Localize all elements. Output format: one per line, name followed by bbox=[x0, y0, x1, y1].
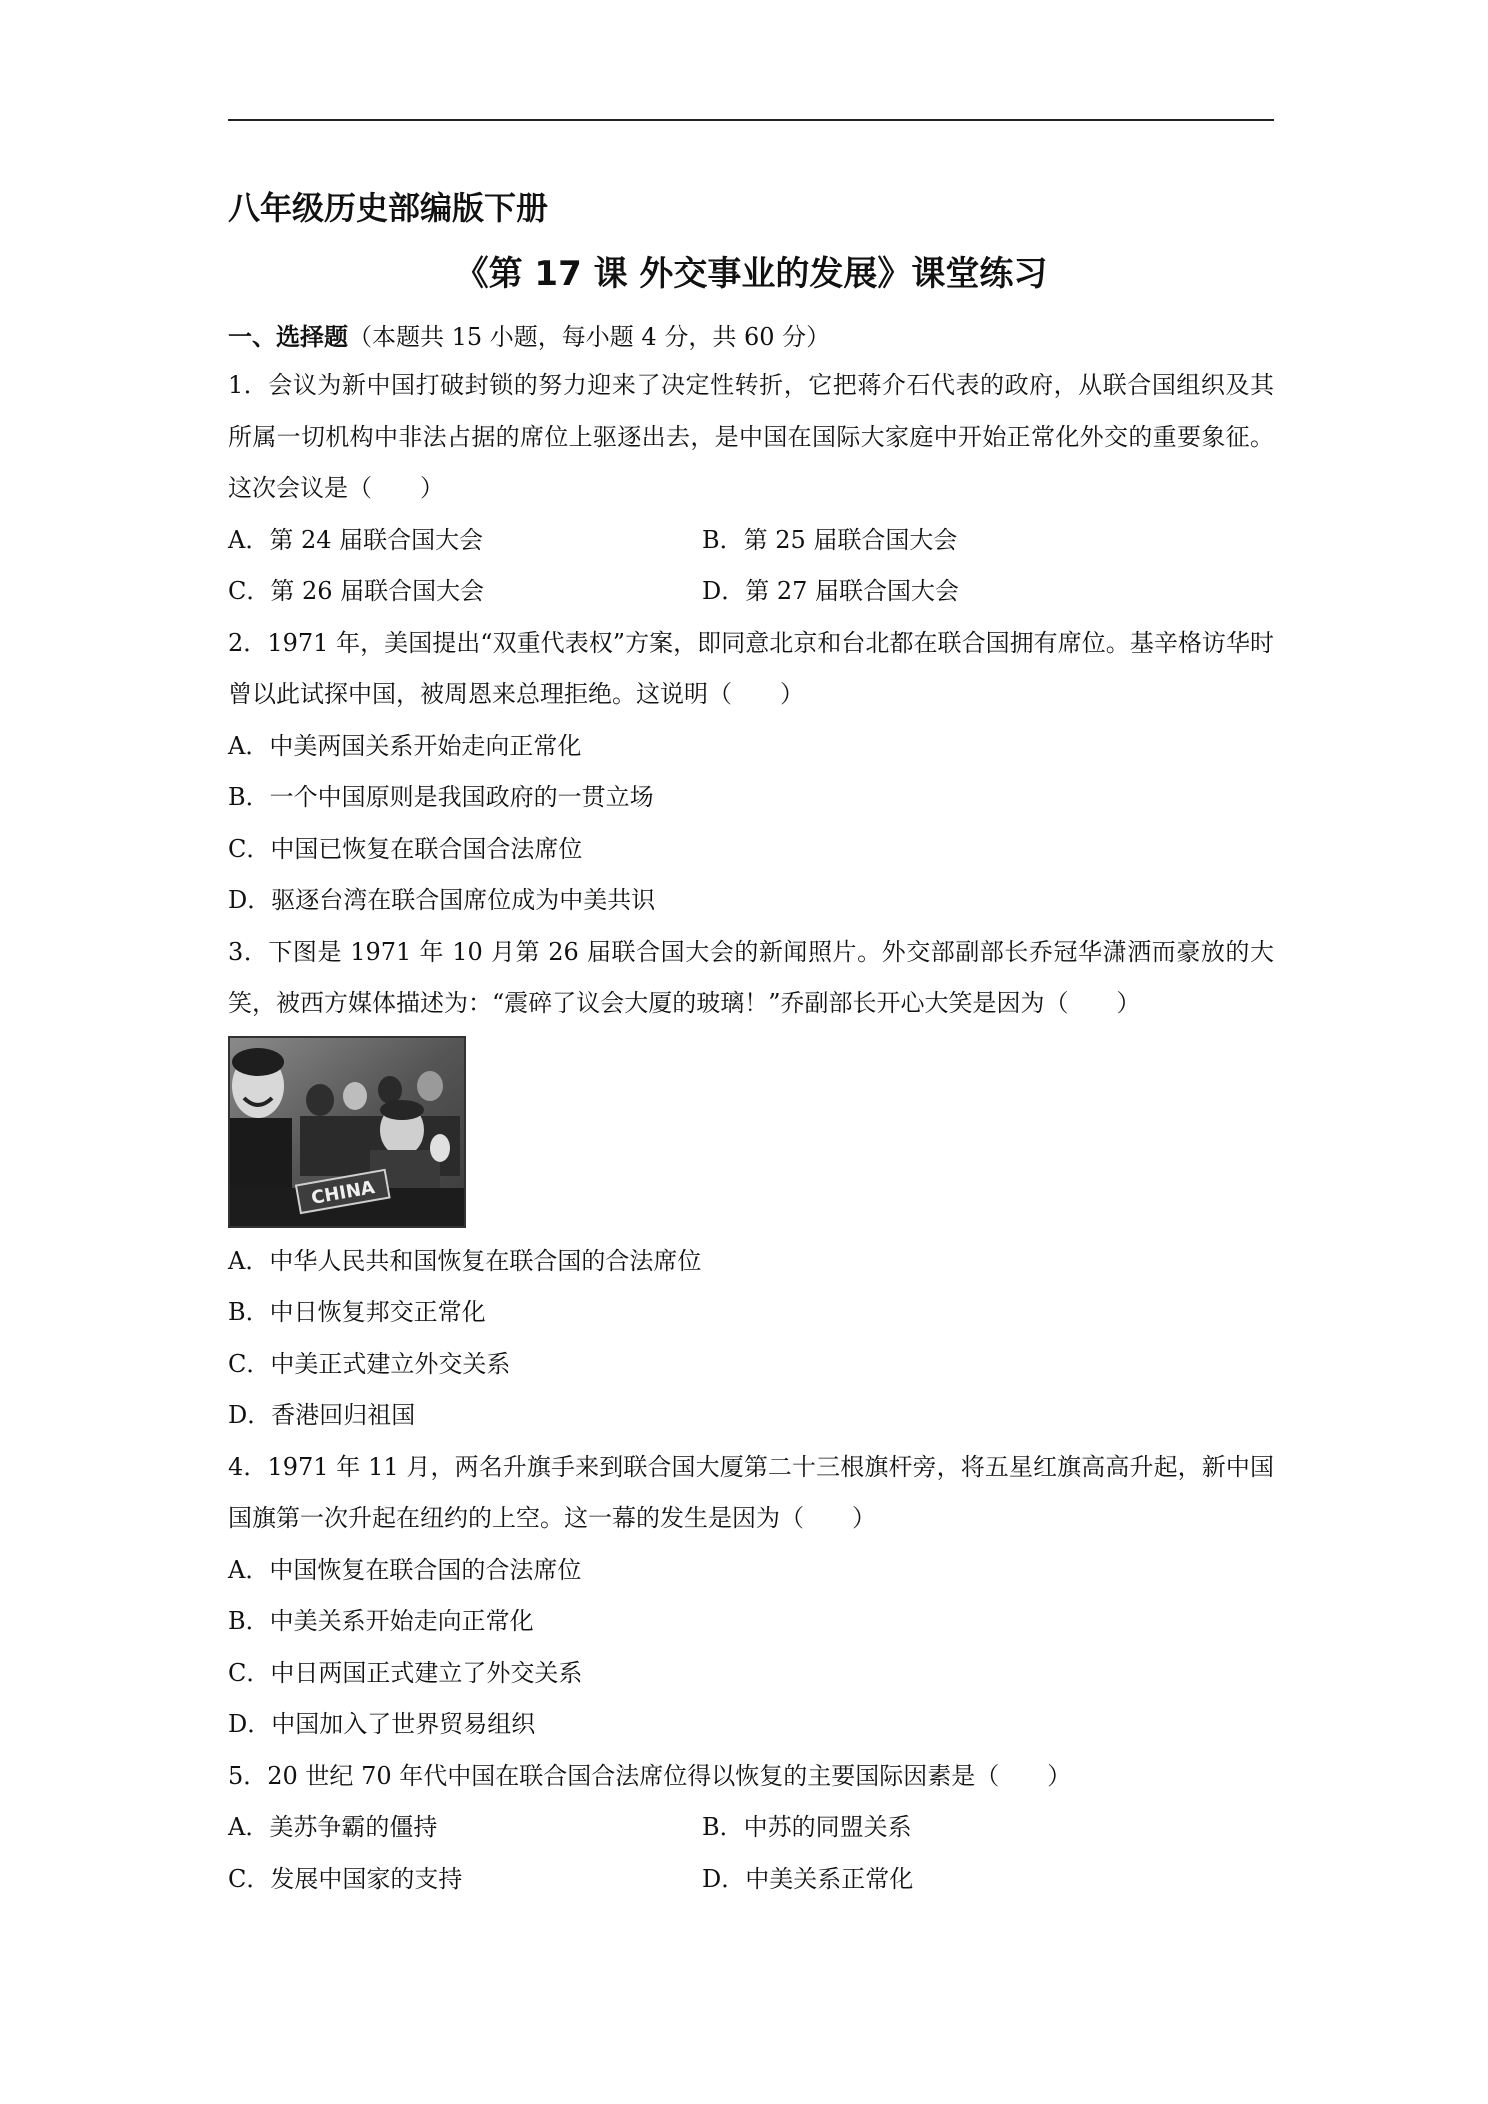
question-stem: 1．会议为新中国打破封锁的努力迎来了决定性转折，它把蒋介石代表的政府，从联合国组织及其所属一切机构中非法占据的席位上驱逐出去，是中国在国际大家庭中开始正常化外交的重要象征。这次会议是（ ） bbox=[228, 371, 1274, 502]
section-label: 一、选择题 bbox=[228, 323, 348, 351]
option-d: D．中国加入了世界贸易组织 bbox=[228, 1710, 536, 1738]
section-note: （本题共 15 小题，每小题 4 分，共 60 分） bbox=[348, 323, 831, 351]
question-1 bbox=[228, 360, 1274, 618]
option-d: D．香港回归祖国 bbox=[228, 1401, 416, 1429]
option-a: A．中华人民共和国恢复在联合国的合法席位 bbox=[228, 1246, 702, 1275]
option-row bbox=[228, 566, 1274, 618]
option-b: B．中日恢复邦交正常化 bbox=[228, 1298, 486, 1326]
option-c: C．第 26 届联合国大会 bbox=[228, 577, 485, 605]
option-d: D．驱逐台湾在联合国席位成为中美共识 bbox=[228, 886, 656, 914]
option-a: A．中国恢复在联合国的合法席位 bbox=[228, 1555, 582, 1584]
question-stem: 4．1971 年 11 月，两名升旗手来到联合国大厦第二十三根旗杆旁，将五星红旗高高升起，新中国国旗第一次升起在纽约的上空。这一幕的发生是因为（ ） bbox=[228, 1452, 1274, 1532]
option-c: C．中国已恢复在联合国合法席位 bbox=[228, 834, 583, 863]
option-c: C．发展中国家的支持 bbox=[228, 1864, 463, 1893]
header-rule bbox=[228, 119, 1274, 121]
option-b: B．第 25 届联合国大会 bbox=[702, 525, 958, 554]
question-4 bbox=[228, 1442, 1274, 1751]
option-c: C．中日两国正式建立了外交关系 bbox=[228, 1658, 583, 1687]
option-row bbox=[228, 1854, 1274, 1906]
option-b: B．一个中国原则是我国政府的一贯立场 bbox=[228, 783, 654, 811]
nameplate-text: CHINA bbox=[309, 1176, 377, 1209]
option-row bbox=[228, 1802, 1274, 1854]
question-stem: 3．下图是 1971 年 10 月第 26 届联合国大会的新闻照片。外交部副部长乔冠华潇洒而豪放的大笑，被西方媒体描述为：“震碎了议会大厦的玻璃！”乔副部长开心大笑是因为（ ） bbox=[228, 937, 1274, 1017]
photo-illustration bbox=[230, 1038, 464, 1226]
option-a: A．中美两国关系开始走向正常化 bbox=[228, 731, 582, 760]
un-assembly-photo bbox=[228, 1036, 466, 1228]
option-a: A．第 24 届联合国大会 bbox=[228, 525, 484, 554]
doc-subtitle: 八年级历史部编版下册 bbox=[228, 189, 549, 227]
option-c: C．中美正式建立外交关系 bbox=[228, 1349, 511, 1378]
question-stem: 2．1971 年，美国提出“双重代表权”方案，即同意北京和台北都在联合国拥有席位。基辛格访华时曾以此试探中国，被周恩来总理拒绝。这说明（ ） bbox=[228, 628, 1274, 708]
option-row bbox=[228, 515, 1274, 567]
doc-title: 《第 17 课 外交事业的发展》课堂练习 bbox=[454, 254, 1048, 294]
question-5 bbox=[228, 1751, 1274, 1906]
option-b: B．中苏的同盟关系 bbox=[702, 1813, 912, 1841]
question-2 bbox=[228, 618, 1274, 927]
option-d: D．第 27 届联合国大会 bbox=[702, 577, 960, 605]
option-a: A．美苏争霸的僵持 bbox=[228, 1813, 438, 1841]
option-d: D．中美关系正常化 bbox=[702, 1864, 914, 1893]
document-content bbox=[228, 178, 1274, 1905]
option-b: B．中美关系开始走向正常化 bbox=[228, 1607, 534, 1635]
question-stem: 5．20 世纪 70 年代中国在联合国合法席位得以恢复的主要国际因素是（ ） bbox=[228, 1761, 1072, 1790]
question-3 bbox=[228, 927, 1274, 1442]
section-header bbox=[228, 314, 1274, 360]
